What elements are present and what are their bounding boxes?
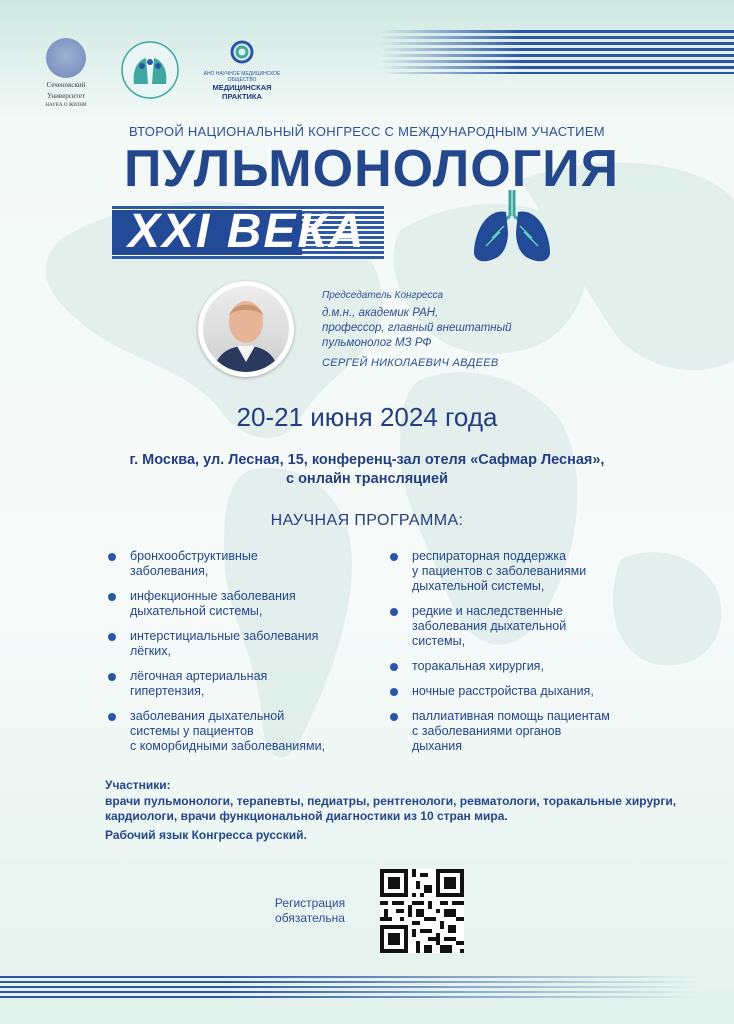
list-item: торакальная хирургия, [390, 659, 670, 674]
congress-subtitle: ВТОРОЙ НАЦИОНАЛЬНЫЙ КОНГРЕСС С МЕЖДУНАРОДНЫМ УЧАСТИЕМ [129, 124, 605, 139]
list-item: бронхообструктивные заболевания, [108, 549, 378, 579]
list-item: респираторная поддержка у пациентов с заболеваниями дыхательной системы, [390, 549, 670, 594]
chairman-title-line2: профессор, главный внештатный [322, 322, 512, 334]
congress-title: ПУЛЬМОНОЛОГИЯ [124, 140, 619, 198]
sechenov-logo-line1: Сеченовский [46, 81, 86, 89]
sechenov-logo-line2: Университет [47, 92, 85, 100]
lungs-icon [470, 186, 554, 266]
decorative-stripes-top [380, 30, 734, 74]
medical-practice-small-text: АНО НАУЧНОЕ МЕДИЦИНСКОЕ ОБЩЕСТВО [203, 71, 281, 83]
participants-label: Участники: [105, 778, 171, 792]
list-item: лёгочная артериальная гипертензия, [108, 669, 378, 699]
medical-practice-big-text: МЕДИЦИНСКАЯ ПРАКТИКА [212, 83, 272, 101]
chairman-role: Председатель Конгресса [322, 290, 444, 301]
venue-line2: с онлайн трансляцией [285, 471, 448, 487]
portrait-image [203, 286, 289, 372]
chairman-photo [198, 281, 294, 377]
list-item: интерстициальные заболевания лёгких, [108, 629, 378, 659]
list-item: инфекционные заболевания дыхательной системы, [108, 589, 378, 619]
program-title: НАУЧНАЯ ПРОГРАММА: [270, 512, 464, 529]
chairman-title-line1: д.м.н., академик РАН, [322, 307, 439, 319]
tree-icon [46, 38, 86, 78]
registration-line2: обязательна [275, 911, 345, 925]
chairman-name: СЕРГЕЙ НИКОЛАЕВИЧ АВДЕЕВ [322, 357, 499, 369]
registration-qr-code[interactable] [380, 869, 464, 953]
venue-line1: г. Москва, ул. Лесная, 15, конференц-зал отеля «Сафмар Лесная», [129, 452, 605, 468]
list-item: редкие и наследственные заболевания дыхательной системы, [390, 604, 670, 649]
sechenov-university-logo [40, 38, 92, 108]
event-date: 20-21 июня 2024 года [236, 402, 498, 432]
list-item: паллиативная помощь пациентам с заболеваниями органов дыхания [390, 709, 670, 754]
respiratory-society-logo [114, 40, 186, 100]
decorative-stripes-bottom [0, 976, 734, 998]
sechenov-logo-tagline: НАУКА О ЖИЗНИ [45, 103, 87, 108]
program-list-left [108, 549, 378, 754]
program-list-right [390, 549, 670, 754]
medical-practice-logo [200, 40, 284, 100]
participants-section [105, 778, 695, 843]
century-label: XXI ВЕКА [128, 205, 366, 258]
participants-text: врачи пульмонологи, терапевты, педиатры, рентгенологи, ревматологи, торакальные хирурги, кардиологи, врачи функциональной диагностики из 10 стран мира. [105, 793, 677, 823]
chairman-title-line3: пульмонолог МЗ РФ [322, 337, 432, 349]
chairman-info [322, 288, 582, 371]
list-item: ночные расстройства дыхания, [390, 684, 670, 699]
registration-note [262, 896, 358, 926]
swirl-icon [228, 40, 256, 64]
list-item: заболевания дыхательной системы у пациентов с коморбидными заболеваниями, [108, 709, 378, 754]
event-venue [0, 451, 734, 489]
registration-line1: Регистрация [274, 896, 346, 910]
working-language: Рабочий язык Конгресса русский. [105, 827, 307, 842]
